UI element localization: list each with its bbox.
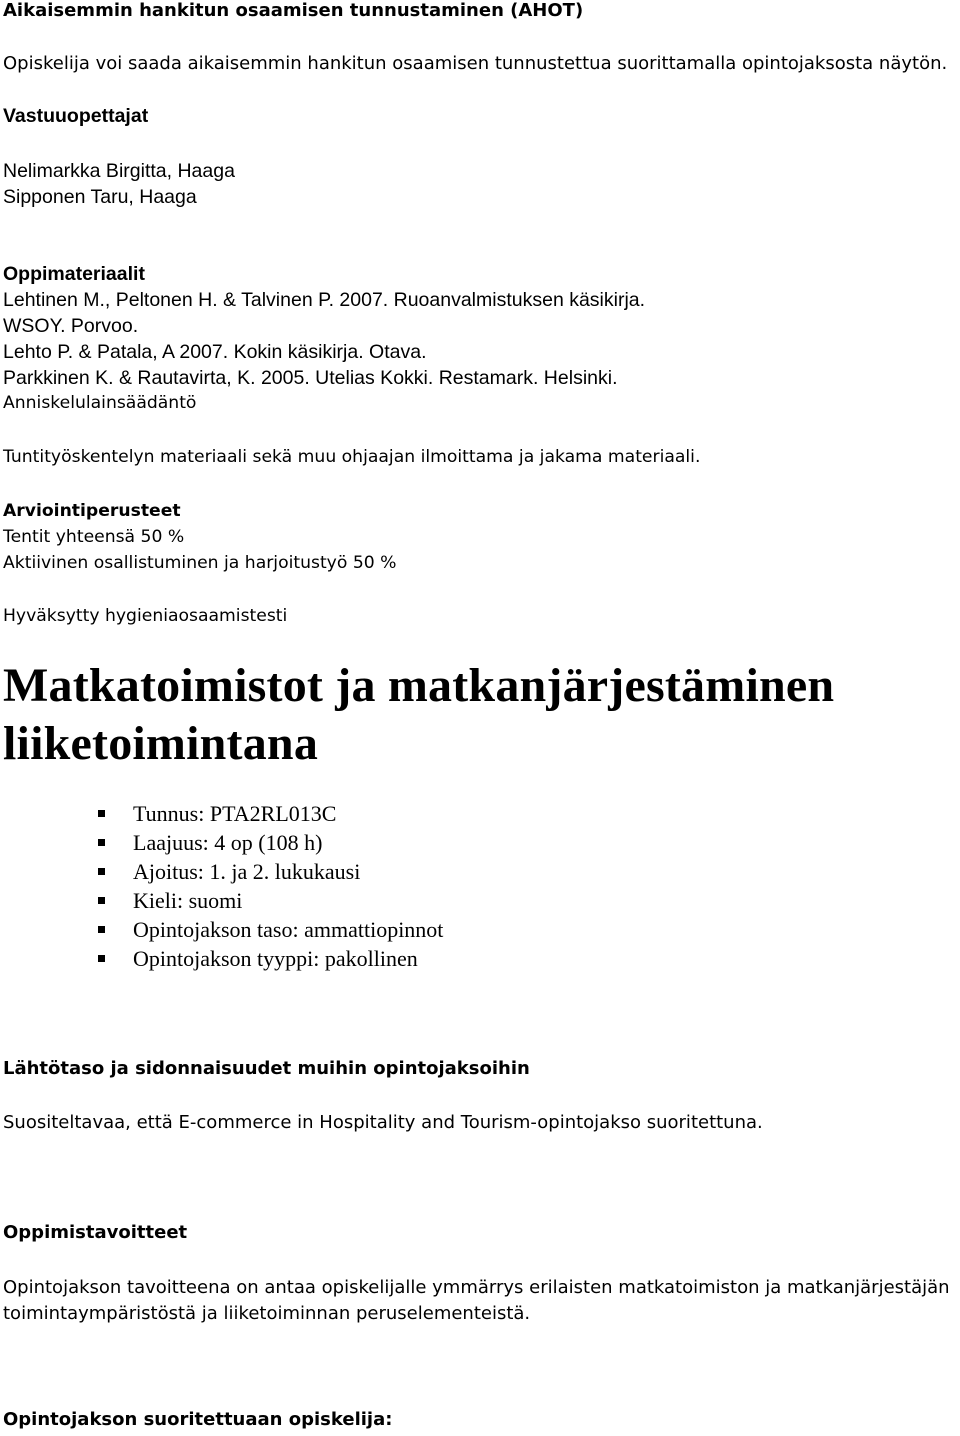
ahot-text: Opiskelija voi saada aikaisemmin hankitun osaamisen tunnustettua suorittamalla opintojaksosta näytön. xyxy=(3,53,948,74)
course-fact-item xyxy=(98,886,443,915)
material-item-law: Anniskelulainsäädäntö xyxy=(3,393,197,413)
teachers-list xyxy=(3,158,235,210)
course-fact-text: Kieli: suomi xyxy=(133,888,243,913)
square-bullet-icon xyxy=(98,839,105,846)
ahot-heading: Aikaisemmin hankitun osaamisen tunnustaminen (AHOT) xyxy=(3,0,584,21)
course-fact-item xyxy=(98,799,443,828)
teacher-name: Nelimarkka Birgitta, Haaga xyxy=(3,160,235,182)
assessment-list xyxy=(3,524,397,576)
course-fact-item xyxy=(98,944,443,973)
square-bullet-icon xyxy=(98,926,105,933)
materials-list xyxy=(3,287,645,391)
objectives-text-line: Opintojakson tavoitteena on antaa opiskelijalle ymmärrys erilaisten matkatoimiston ja matkanjärjestäjän xyxy=(3,1277,950,1298)
prerequisites-text: Suositeltavaa, että E-commerce in Hospitality and Tourism-opintojakso suoritettuna. xyxy=(3,1112,763,1133)
objectives-text-line: toimintaympäristöstä ja liiketoiminnan peruselementeistä. xyxy=(3,1303,531,1324)
objectives-text xyxy=(3,1275,950,1327)
material-item: Parkkinen K. & Rautavirta, K. 2005. Utelias Kokki. Restamark. Helsinki. xyxy=(3,367,618,389)
material-item: WSOY. Porvoo. xyxy=(3,315,139,337)
course-title-line: Matkatoimistot ja matkanjärjestäminen xyxy=(3,659,835,712)
materials-heading: Oppimateriaalit xyxy=(3,263,145,285)
square-bullet-icon xyxy=(98,897,105,904)
assessment-requirement: Hyväksytty hygieniaosaamistesti xyxy=(3,606,288,626)
course-fact-item xyxy=(98,915,443,944)
completion-heading: Opintojakson suoritettuaan opiskelija: xyxy=(3,1409,393,1430)
material-item: Lehto P. & Patala, A 2007. Kokin käsikirja. Otava. xyxy=(3,341,427,363)
square-bullet-icon xyxy=(98,955,105,962)
square-bullet-icon xyxy=(98,810,105,817)
course-fact-text: Opintojakson tyyppi: pakollinen xyxy=(133,946,418,971)
assessment-heading: Arviointiperusteet xyxy=(3,501,181,521)
assessment-item: Aktiivinen osallistuminen ja harjoitustyö 50 % xyxy=(3,553,397,573)
materials-note: Tuntityöskentelyn materiaali sekä muu ohjaajan ilmoittama ja jakama materiaali. xyxy=(3,447,701,467)
teacher-name: Sipponen Taru, Haaga xyxy=(3,186,197,208)
course-fact-item xyxy=(98,857,443,886)
prerequisites-heading: Lähtötaso ja sidonnaisuudet muihin opintojaksoihin xyxy=(3,1058,530,1079)
course-fact-text: Tunnus: PTA2RL013C xyxy=(133,801,337,826)
course-title xyxy=(3,657,834,773)
material-item: Lehtinen M., Peltonen H. & Talvinen P. 2007. Ruoanvalmistuksen käsikirja. xyxy=(3,289,646,311)
square-bullet-icon xyxy=(98,868,105,875)
course-title-line: liiketoimintana xyxy=(3,717,319,770)
course-fact-text: Laajuus: 4 op (108 h) xyxy=(133,830,323,855)
objectives-heading: Oppimistavoitteet xyxy=(3,1222,188,1243)
course-fact-item xyxy=(98,828,443,857)
course-fact-text: Ajoitus: 1. ja 2. lukukausi xyxy=(133,859,361,884)
course-fact-text: Opintojakson taso: ammattiopinnot xyxy=(133,917,444,942)
assessment-item: Tentit yhteensä 50 % xyxy=(3,527,185,547)
teachers-heading: Vastuuopettajat xyxy=(3,105,149,127)
course-facts-list xyxy=(98,799,443,973)
